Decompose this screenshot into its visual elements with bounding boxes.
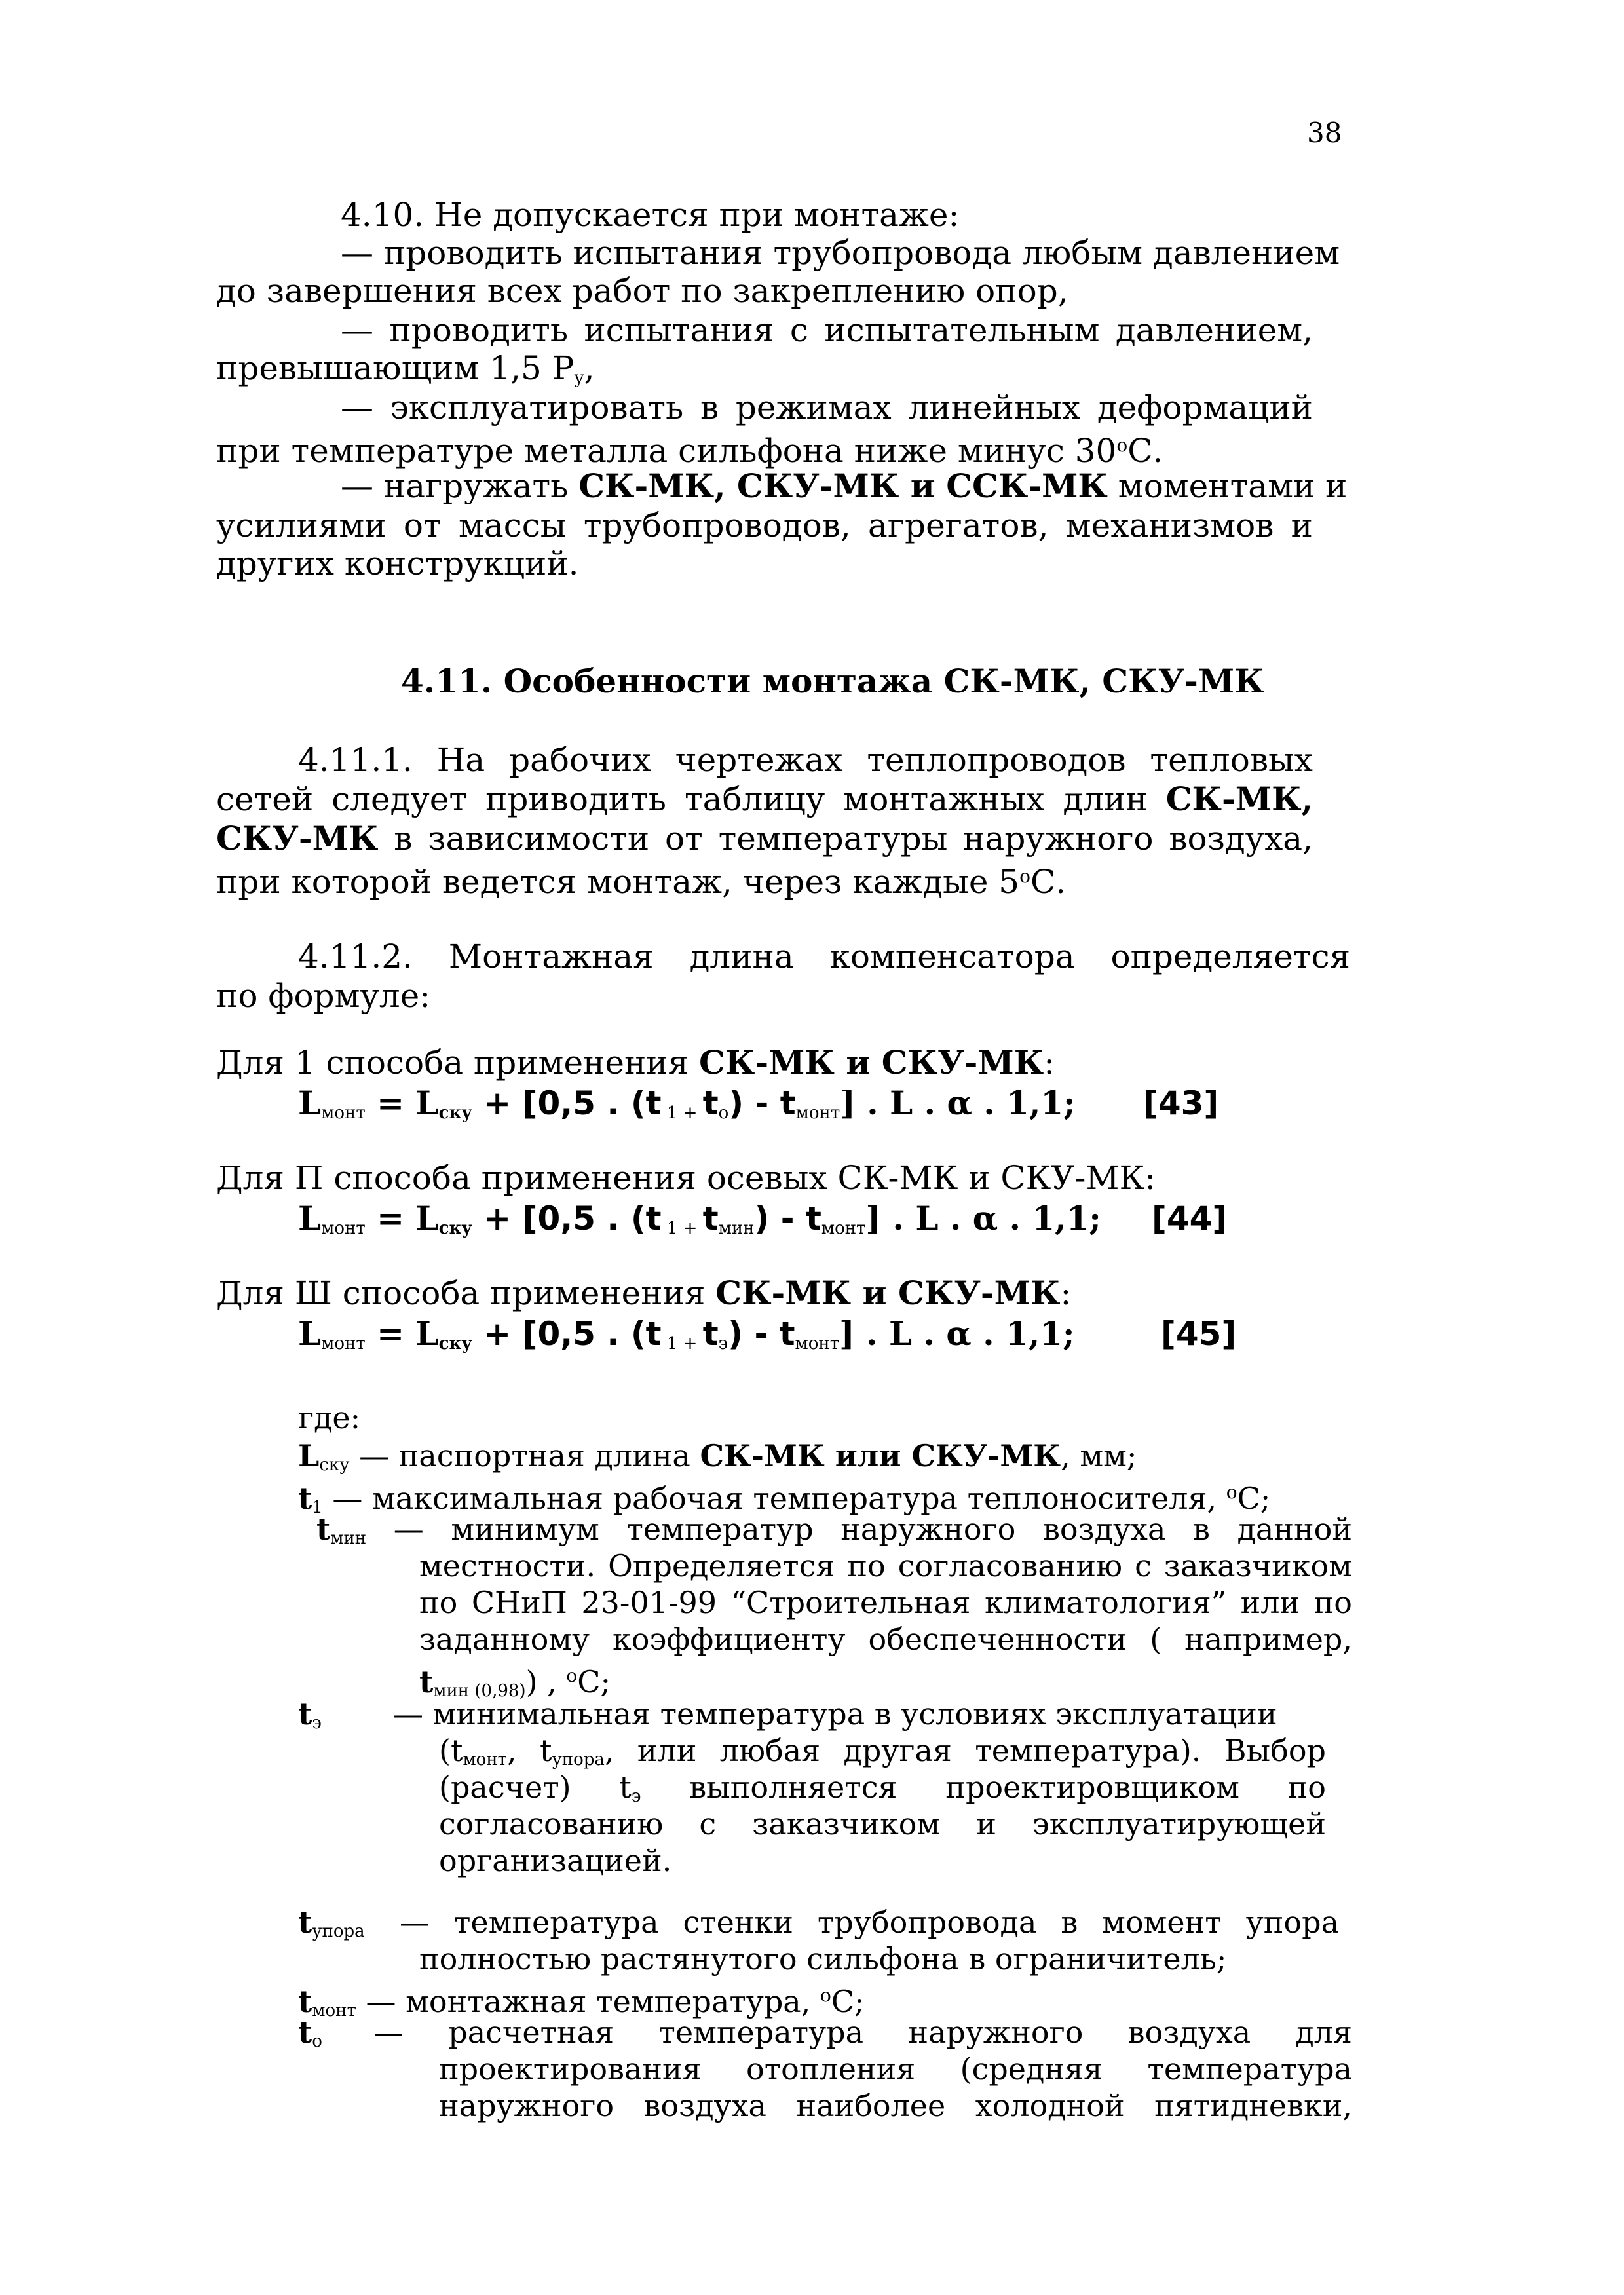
def-to-line-2: проектирования отопления (средняя температура — [439, 2051, 1352, 2087]
def-tmont: $t_{монт}$ — монтажная температура, $^о$С; — [298, 1984, 865, 2020]
s410-line-9: усилиями от массы трубопроводов, агрегатов, механизмов и — [216, 506, 1313, 544]
p2-line-1: 4.11.2. Монтажная длина компенсатора определяется — [298, 938, 1350, 976]
formula-3-ref: [45] — [1161, 1315, 1237, 1353]
where-label: где: — [298, 1400, 361, 1435]
s410-line-6: — эксплуатировать в режимах линейных деформаций — [341, 389, 1313, 427]
p2-line-2: по формуле: — [216, 977, 431, 1015]
s410-line-5: превышающим 1,5 $Р_у$, — [216, 349, 595, 388]
page-number: 38 — [1307, 117, 1342, 149]
def-tupora-line-2: полностью растянутого сильфона в ограничитель; — [419, 1941, 1227, 1977]
formula-2-ref: [44] — [1152, 1200, 1228, 1238]
s410-line-1: 4.10. Не допускается при монтаже: — [341, 196, 960, 234]
p1-line-4: при которой ведется монтаж, через каждые $5^оС$. — [216, 863, 1067, 901]
def-te-line-3: (расчет) $t_э$ выполняется проектировщиком по — [439, 1770, 1326, 1806]
formula-2: $L_{монт}$ = Lску + [0,5 . (t $_{1 +}$ $t_{мин}) - t_{монт}$] . L . α . 1,1; — [298, 1199, 1101, 1238]
def-te-symbol: $t_э$ — [298, 1696, 322, 1733]
def-tmin-line-4: заданному коэффициенту обеспеченности ( например, — [419, 1622, 1352, 1657]
def-to-line-3: наружного воздуха наиболее холодной пятидневки, — [439, 2088, 1352, 2123]
s410-line-2: — проводить испытания трубопровода любым давлением — [341, 234, 1340, 272]
def-tmin-line-2: местности. Определяется по согласованию с заказчиком — [419, 1548, 1352, 1584]
def-te-line-2: ($t_{монт}$, $t_{упора}$, или любая другая температура). Выбор — [439, 1733, 1326, 1770]
def-tmin-line-3: по СНиП 23-01-99 “Строительная климатология” или по — [419, 1585, 1352, 1620]
formula-3-label: Для Ш способа применения СК-МК и СКУ-МК: — [216, 1274, 1072, 1312]
def-tupora-symbol: $t_{упора}$ — [298, 1905, 365, 1941]
def-te-line-5: организацией. — [439, 1843, 672, 1878]
s410-line-10: других конструкций. — [216, 544, 579, 582]
def-tmin-line-1: $t_{мин}$ — минимум температур наружного воздуха в данной — [316, 1511, 1352, 1548]
def-tupora-line-1: — температура стенки трубопровода в момент упора — [400, 1905, 1339, 1940]
formula-1-label: Для 1 способа применения СК-МК и СКУ-МК: — [216, 1043, 1055, 1082]
def-t1: $t_1$ — максимальная рабочая температура теплоносителя, $^о$С; — [298, 1481, 1271, 1517]
def-tmin-line-5: $t_{мин (0,98)}$) , $^о$С; — [419, 1664, 611, 1701]
s410-line-3: до завершения всех работ по закреплению опор, — [216, 272, 1068, 310]
s410-line-8: — нагружать СК-МК, СКУ-МК и ССК-МК моментами и — [341, 466, 1348, 505]
def-to-symbol: $t_о$ — [298, 2015, 322, 2051]
formula-2-label: Для П способа применения осевых СК-МК и СКУ-МК: — [216, 1159, 1156, 1197]
formula-1: $L_{монт}$ = Lску + [0,5 . (t $_{1 +}$ $t_о) - t_{монт}$] . L . α . 1,1; — [298, 1084, 1076, 1123]
def-lsku: $L_{ску}$ — паспортная длина СК-МК или СКУ-МК, мм; — [298, 1438, 1137, 1475]
def-te-line-4: согласованию с заказчиком и эксплуатирующей — [439, 1806, 1326, 1842]
p1-line-1: 4.11.1. На рабочих чертежах теплопроводов тепловых — [298, 741, 1313, 779]
formula-1-ref: [43] — [1143, 1084, 1219, 1122]
section-4-11-heading: 4.11. Особенности монтажа СК-МК, СКУ-МК — [401, 662, 1264, 700]
p1-line-3: СКУ-МК в зависимости от температуры наружного воздуха, — [216, 819, 1313, 858]
def-to-line-1: — расчетная температура наружного воздуха для — [373, 2015, 1352, 2050]
s410-line-4: — проводить испытания с испытательным давлением, — [341, 311, 1313, 349]
def-te-line-1: — минимальная температура в условиях эксплуатации — [393, 1696, 1277, 1732]
s410-line-7: при температуре металла сильфона ниже минус $30^оС$. — [216, 432, 1163, 470]
formula-3: $L_{монт}$ = Lску + [0,5 . (t $_{1 +}$ $t_э) - t_{монт}$] . L . α . 1,1; — [298, 1314, 1075, 1354]
p1-line-2: сетей следует приводить таблицу монтажных длин СК-МК, — [216, 780, 1313, 818]
